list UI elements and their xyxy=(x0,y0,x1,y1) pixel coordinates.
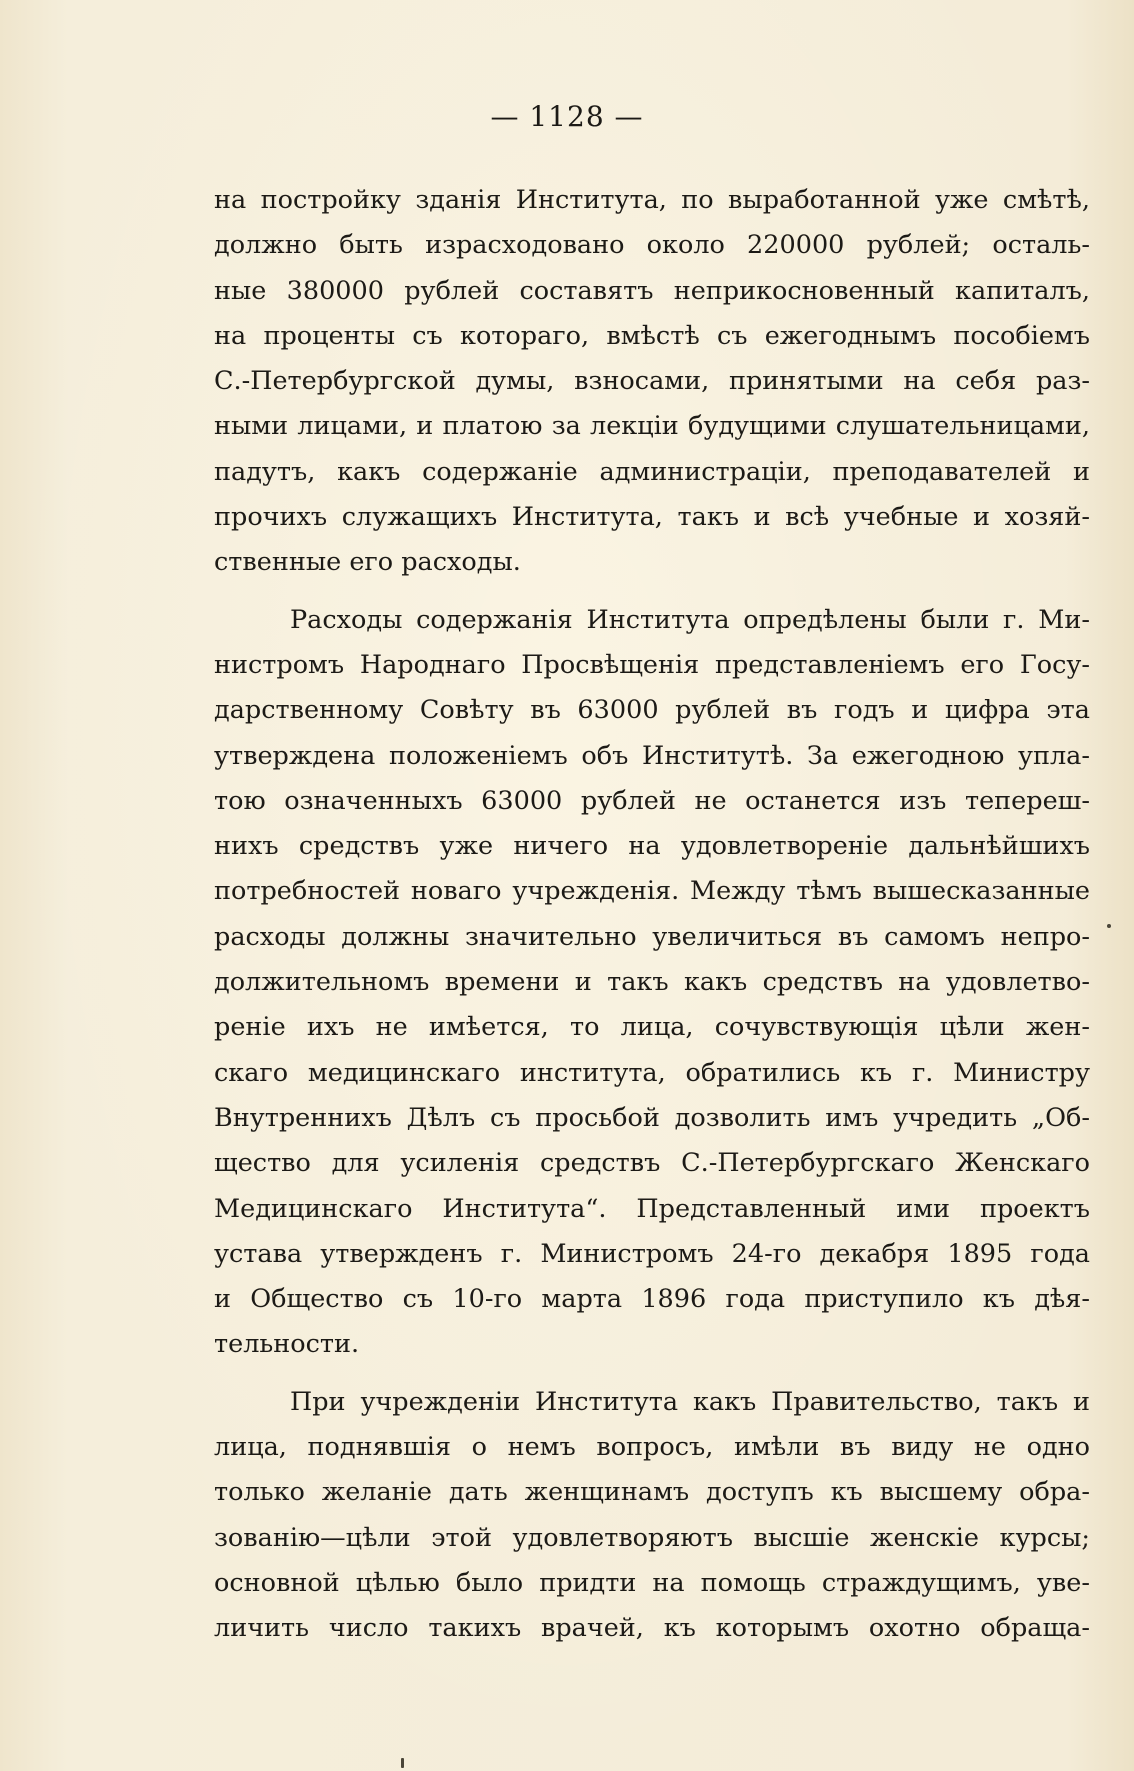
text-line: тельности. xyxy=(214,1329,360,1360)
text-line: ственные его расходы. xyxy=(214,547,521,578)
text-line: ные 380000 рублей составятъ неприкосновенный капиталъ, xyxy=(214,275,1090,306)
text-line: С.-Петербургской думы, взносами, принятыми на себя раз- xyxy=(214,366,1090,397)
text-line: должно быть израсходовано около 220000 рублей; осталь- xyxy=(214,230,1090,261)
text-line: дарственному Совѣту въ 63000 рублей въ годъ и цифра эта xyxy=(214,695,1090,726)
ink-speck xyxy=(401,1758,404,1768)
text-line: тою означенныхъ 63000 рублей не останется изъ тепереш- xyxy=(214,785,1090,816)
text-line: расходы должны значительно увеличиться въ самомъ непро- xyxy=(214,921,1090,952)
text-line: скаго медицинскаго института, обратились къ г. Министру xyxy=(214,1057,1090,1088)
text-line: личить число такихъ врачей, къ которымъ охотно обраща- xyxy=(214,1613,1090,1644)
text-line: ными лицами, и платою за лекціи будущими слушательницами, xyxy=(214,411,1090,442)
text-line: падутъ, какъ содержаніе администраціи, преподавателей и xyxy=(214,456,1090,487)
text-line: на постройку зданія Института, по выработанной уже смѣтѣ, xyxy=(214,185,1090,215)
text-line: должительномъ времени и такъ какъ средствъ на удовлетво- xyxy=(214,967,1090,998)
text-line: Внутреннихъ Дѣлъ съ просьбой дозволить имъ учредить „Об- xyxy=(214,1102,1090,1133)
paragraph-1 xyxy=(214,178,1090,586)
page-number: — 1128 — xyxy=(490,100,644,133)
ink-speck xyxy=(1107,924,1111,928)
text-line: нихъ средствъ уже ничего на удовлетвореніе дальнѣйшихъ xyxy=(214,831,1090,862)
text-line: нистромъ Народнаго Просвѣщенія представленіемъ его Госу- xyxy=(214,649,1090,680)
body-text xyxy=(214,178,1090,1652)
text-line: устава утвержденъ г. Министромъ 24-го декабря 1895 года xyxy=(214,1238,1090,1269)
text-line: прочихъ служащихъ Института, такъ и всѣ учебные и хозяй- xyxy=(214,502,1090,533)
text-line: реніе ихъ не имѣется, то лица, сочувствующія цѣли жен- xyxy=(214,1012,1090,1043)
text-line: При учрежденіи Института какъ Правительство, такъ и xyxy=(290,1386,1090,1417)
text-line: утверждена положеніемъ объ Институтѣ. За ежегодною упла- xyxy=(214,740,1090,771)
text-line: только желаніе дать женщинамъ доступъ къ высшему обра- xyxy=(214,1477,1090,1508)
text-line: потребностей новаго учрежденія. Между тѣмъ вышесказанные xyxy=(214,876,1090,907)
text-line: Расходы содержанія Института опредѣлены были г. Ми- xyxy=(290,604,1090,635)
text-line: на проценты съ котораго, вмѣстѣ съ ежегоднымъ пособіемъ xyxy=(214,320,1090,351)
text-line: Медицинскаго Института“. Представленный ими проектъ xyxy=(214,1193,1090,1224)
text-line: и Общество съ 10-го марта 1896 года приступило къ дѣя- xyxy=(214,1284,1090,1315)
paragraph-3 xyxy=(214,1380,1090,1652)
text-line: зованію—цѣли этой удовлетворяютъ высшіе женскіе курсы; xyxy=(214,1522,1090,1553)
text-line: основной цѣлью было придти на помощь страждущимъ, уве- xyxy=(214,1567,1090,1598)
text-line: щество для усиленія средствъ С.-Петербургскаго Женскаго xyxy=(214,1148,1090,1179)
text-line: лица, поднявшія о немъ вопросъ, имѣли въ виду не одно xyxy=(214,1432,1090,1463)
paragraph-2 xyxy=(214,598,1090,1368)
